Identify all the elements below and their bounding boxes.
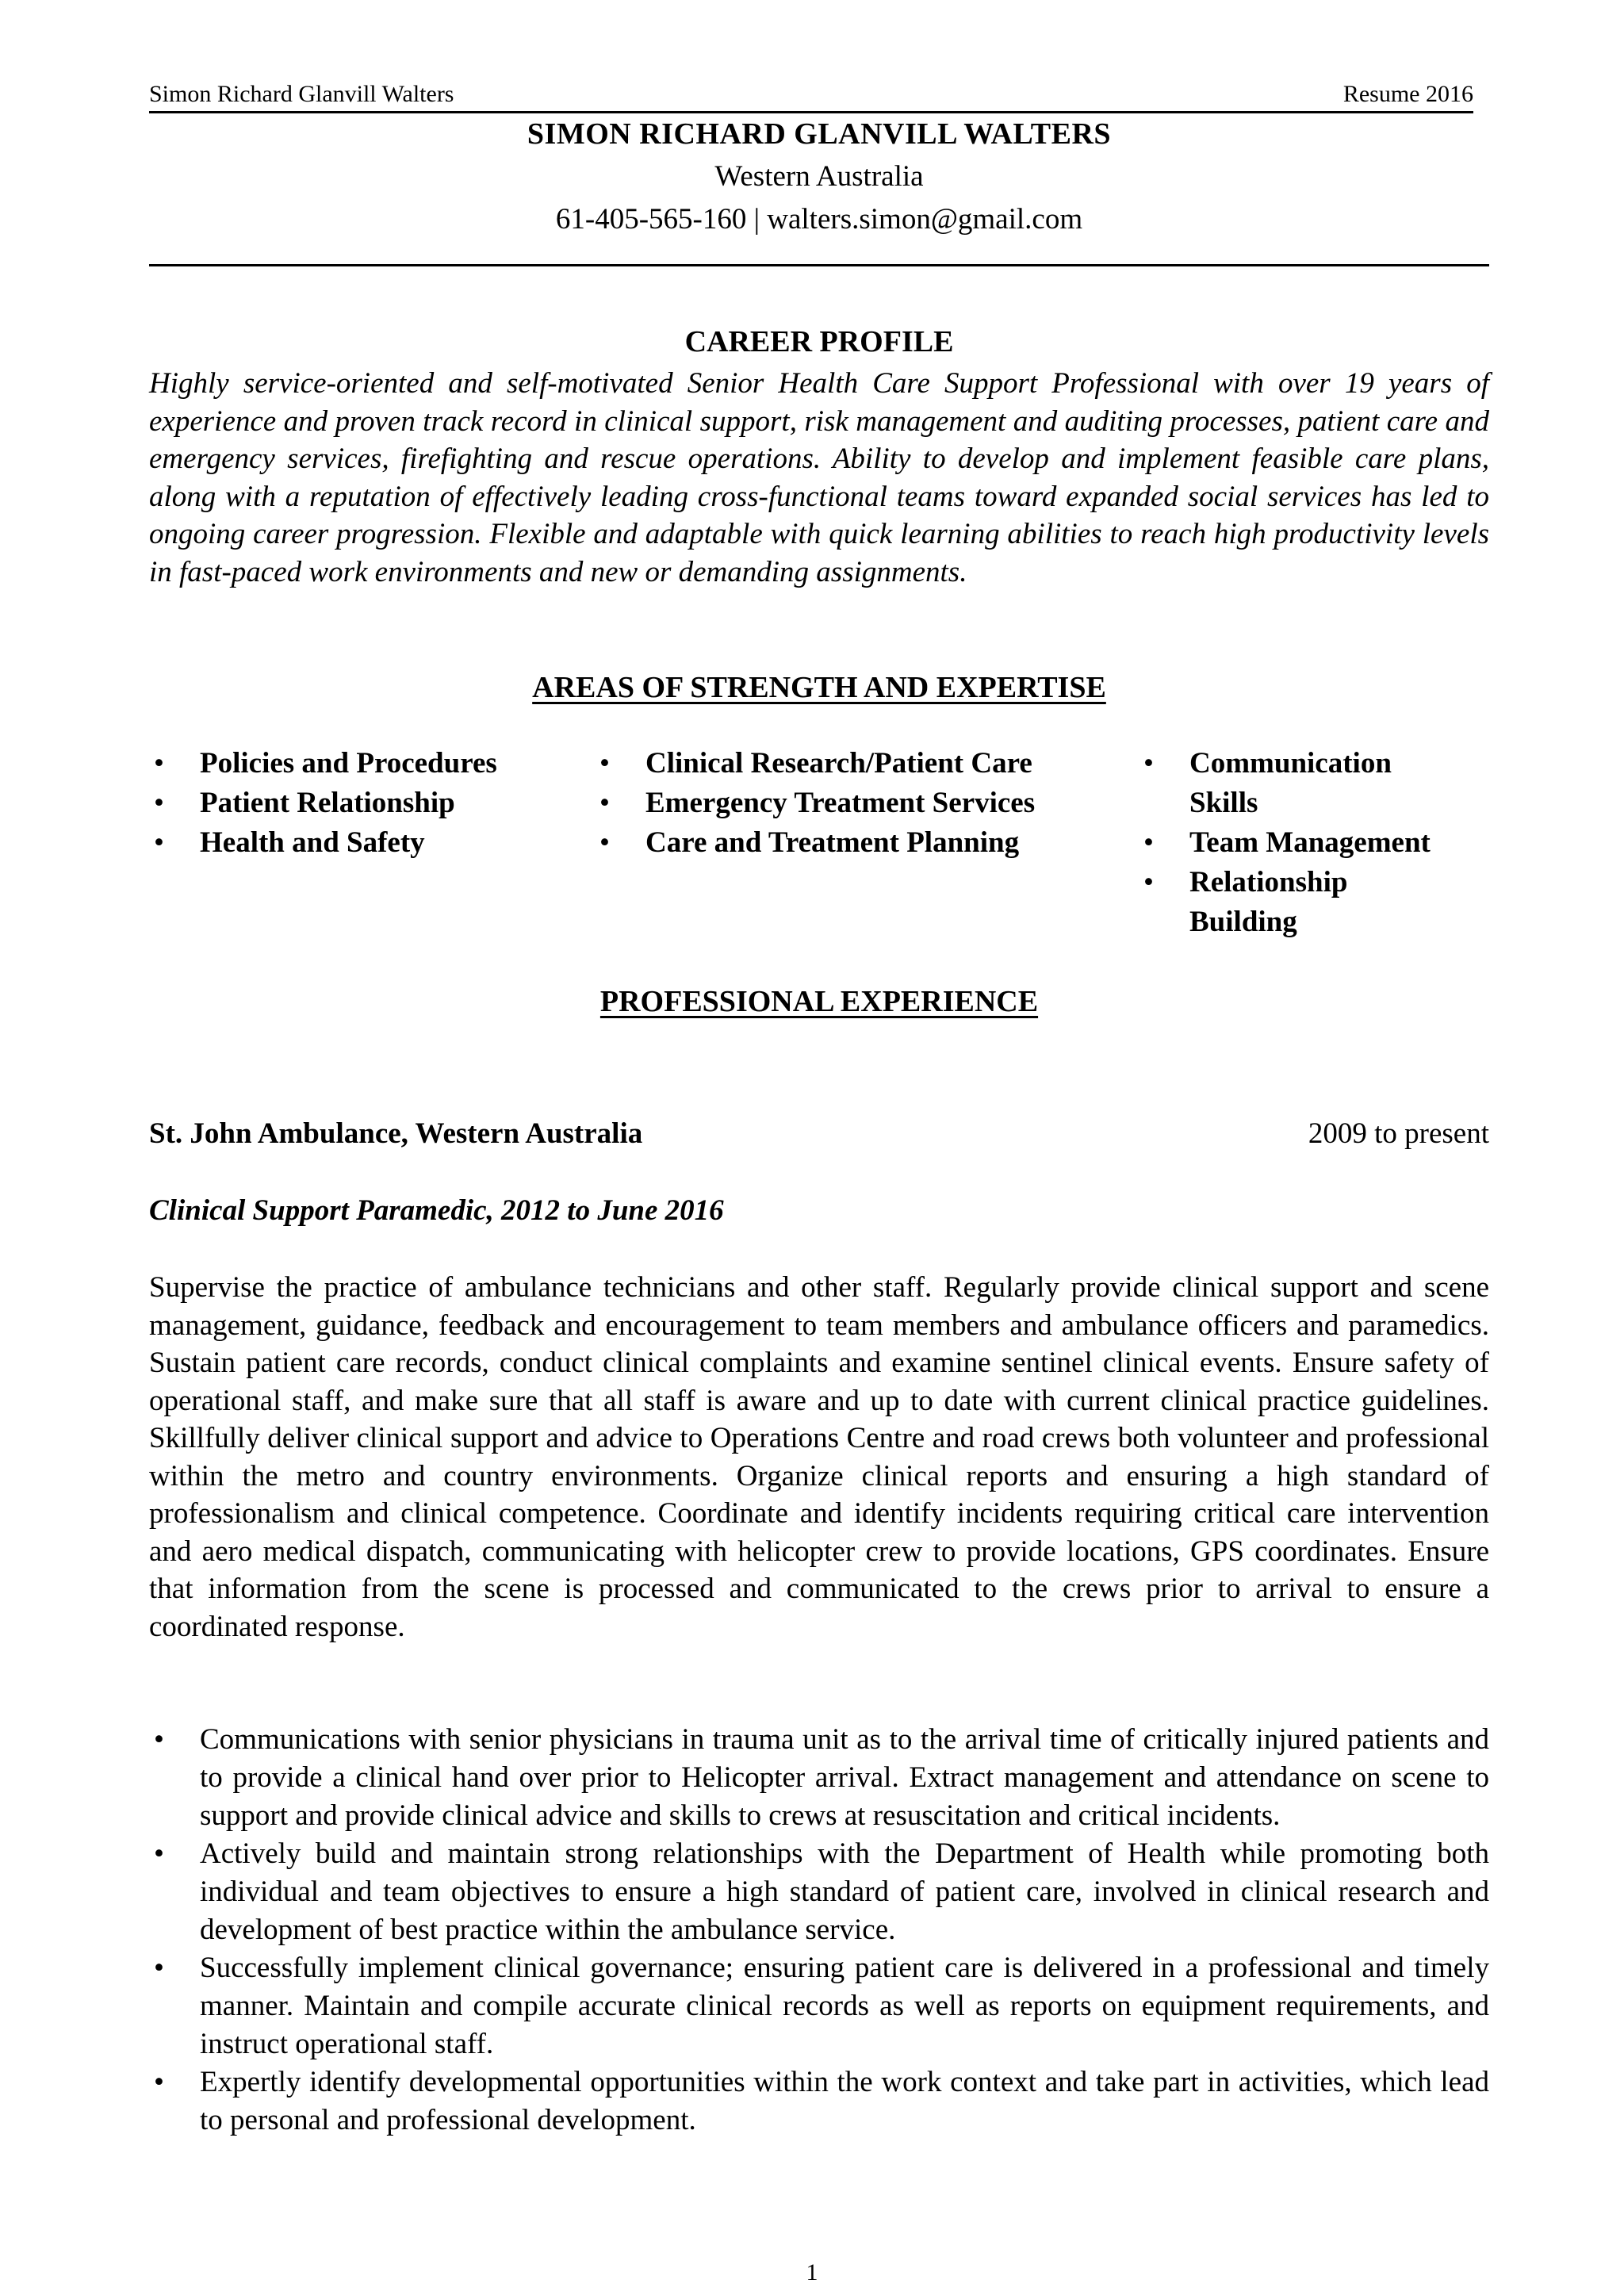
contact-divider [149, 264, 1489, 266]
strength-item: • Patient Relationship [149, 784, 561, 823]
strength-item: • Clinical Research/Patient Care [595, 744, 1118, 784]
strength-item: • Communication Skills [1139, 744, 1364, 823]
strengths-column-3 [1139, 744, 1488, 942]
header-name: Simon Richard Glanvill Walters [149, 81, 454, 107]
strength-item: • Team Management [1139, 823, 1488, 863]
strengths-heading-text: AREAS OF STRENGTH AND EXPERTISE [532, 671, 1106, 704]
achievement-item: • Expertly identify developmental opportunities within the work context and take part in activities, which lead to personal and professional development. [149, 2063, 1489, 2140]
strengths-column-2 [595, 744, 1118, 863]
strength-item: • Care and Treatment Planning [595, 823, 1118, 863]
achievement-item: • Successfully implement clinical governance; ensuring patient care is delivered in a professional and timely manner. Maintain and compile accurate clinical records as well as reports on equipment requirements, and instruct operational staff. [149, 1949, 1489, 2063]
page-number: 1 [806, 2259, 818, 2285]
experience-heading [149, 982, 1489, 1021]
candidate-phone-email: 61-405-565-160 | walters.simon@gmail.com [555, 203, 1083, 236]
candidate-location: Western Australia [714, 160, 924, 193]
candidate-name: SIMON RICHARD GLANVILL WALTERS [527, 117, 1112, 151]
strength-item: • Emergency Treatment Services [595, 784, 1118, 823]
role-title: Clinical Support Paramedic, 2012 to June 2016 [149, 1194, 724, 1227]
achievement-item: • Communications with senior physicians in trauma unit as to the arrival time of critically injured patients and to provide a clinical hand over prior to Helicopter arrival. Extract management and attendance on scene to support and provide clinical advice and skills to crews at resuscitation and critical incidents. [149, 1721, 1489, 1835]
role-achievements [149, 1721, 1489, 2140]
contact-block [149, 113, 1489, 241]
employer-row [149, 1114, 1489, 1154]
strength-item: • Health and Safety [149, 823, 561, 863]
header-doc-label: Resume 2016 [1342, 81, 1473, 107]
career-profile-heading: CAREER PROFILE [684, 325, 954, 358]
achievement-item: • Actively build and maintain strong relationships with the Department of Health while promoting both individual and team objectives to ensure a high standard of patient care, involved in clinical research and development of best practice within the ambulance service. [149, 1835, 1489, 1949]
career-profile-text: Highly service-oriented and self-motivated Senior Health Care Support Professional with over 19 years of experience and proven track record in clinical support, risk management and auditing processes, patient care and emergency services, firefighting and rescue operations. Ability to develop and implement feasible care plans, along with a reputation of effectively leading cross-functional teams toward expanded social services has led to ongoing career progression. Flexible and adaptable with quick learning abilities to reach high productivity levels in fast-paced work environments and new or demanding assignments. [149, 367, 1489, 588]
running-header [149, 78, 1473, 113]
experience-heading-text: PROFESSIONAL EXPERIENCE [599, 985, 1039, 1018]
strengths-column-1 [149, 744, 561, 863]
strengths-heading [149, 668, 1489, 707]
role-description: Supervise the practice of ambulance technicians and other staff. Regularly provide clinical support and scene management, guidance, feedback and encouragement to team members and ambulance officers and paramedics. Sustain patient care records, conduct clinical complaints and examine sentinel clinical events. Ensure safety of operational staff, and make sure that all staff is aware and up to date with current clinical practice guidelines. Skillfully deliver clinical support and advice to Operations Centre and road crews both volunteer and professional within the metro and country environments. Organize clinical reports and ensuring a high standard of professionalism and clinical competence. Coordinate and identify incidents requiring critical care intervention and aero medical dispatch, communicating with helicopter crew to provide locations, GPS coordinates. Ensure that information from the scene is processed and communicated to the crews prior to arrival to ensure a coordinated response. [149, 1271, 1489, 1643]
employer-name: St. John Ambulance, Western Australia [149, 1117, 643, 1150]
employment-dates: 2009 to present [1308, 1117, 1489, 1150]
strength-item: • Relationship Building [1139, 863, 1364, 942]
strength-item: • Policies and Procedures [149, 744, 561, 784]
